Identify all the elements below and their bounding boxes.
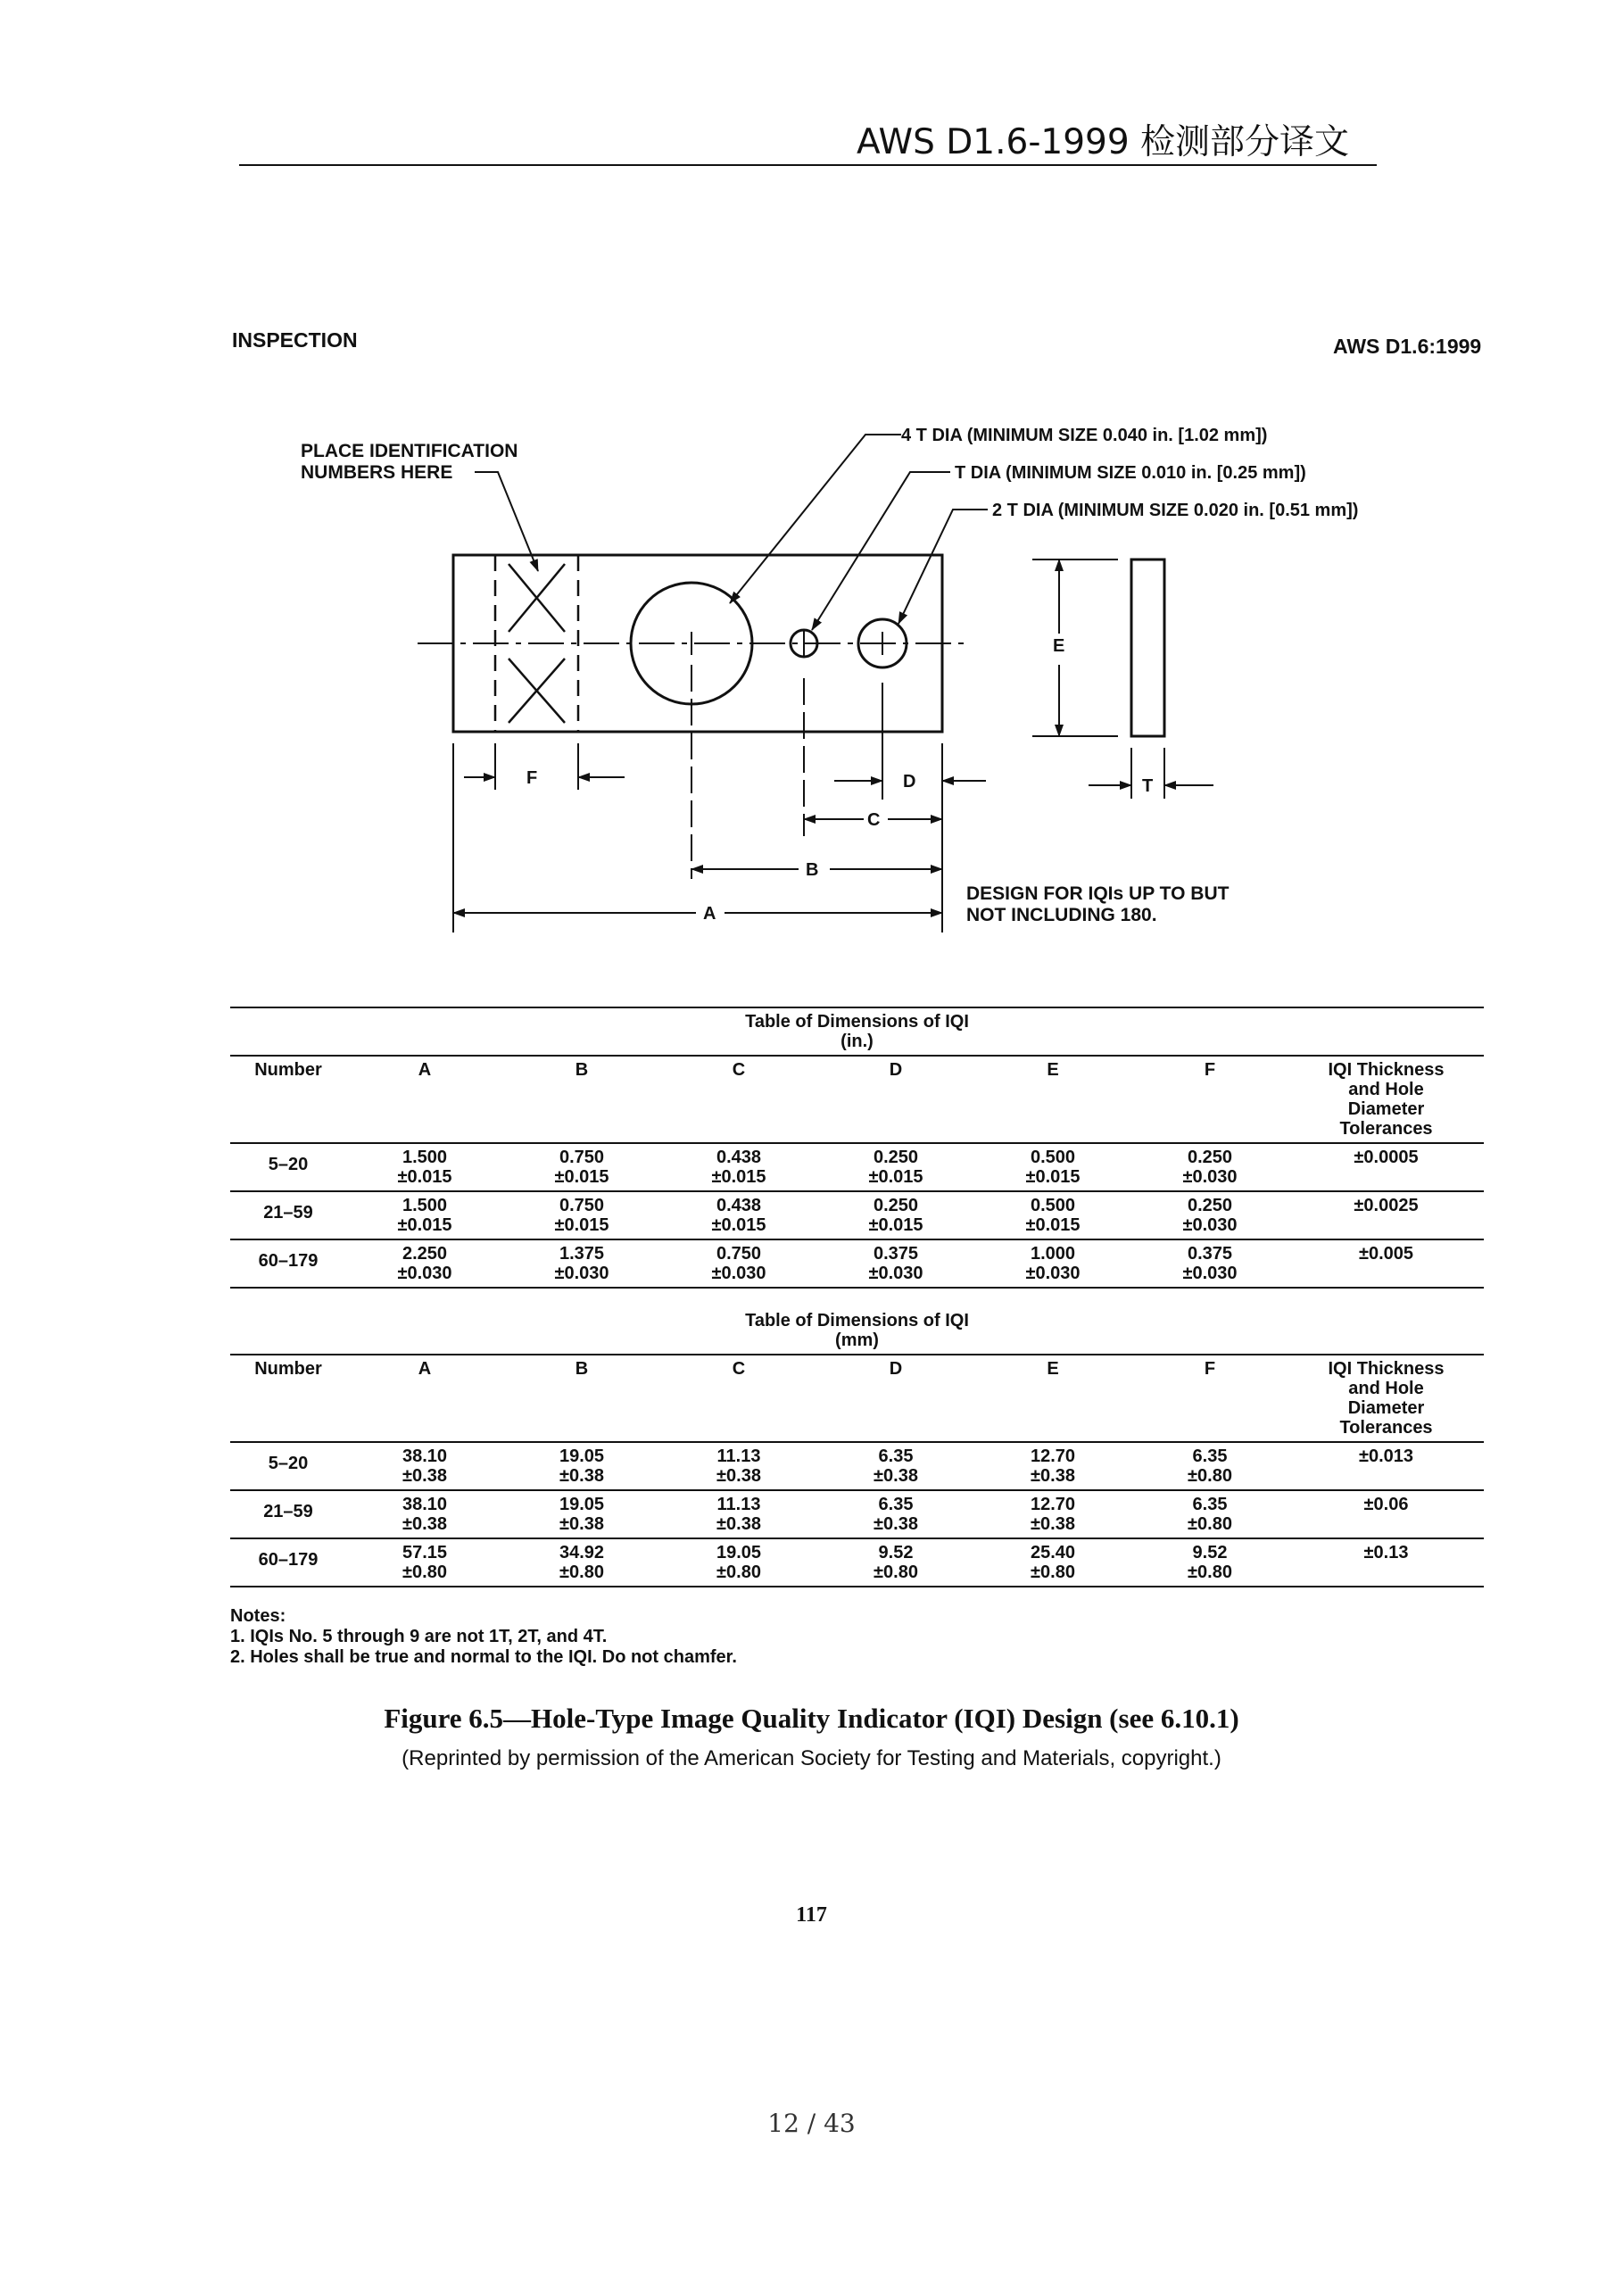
leader-1t xyxy=(812,472,950,630)
figure-subtitle: (Reprinted by permission of the American Society for Testing and Materials, copyright.) xyxy=(402,1746,1221,1770)
col-header: E xyxy=(974,1056,1131,1143)
design-note-line1: DESIGN FOR IQIs UP TO BUT xyxy=(966,883,1230,904)
col-header: B xyxy=(503,1056,660,1143)
table-caption: Table of Dimensions of IQI (in.) xyxy=(230,1007,1484,1056)
col-header: C xyxy=(660,1355,817,1442)
notes-title: Notes: xyxy=(230,1606,286,1626)
col-header: B xyxy=(503,1355,660,1442)
iqi-dimensions-table-in xyxy=(230,1007,1484,1289)
col-header: D xyxy=(817,1056,974,1143)
col-header-tolerances: IQI Thickness and Hole Diameter Tolerances xyxy=(1288,1355,1484,1442)
col-header: E xyxy=(974,1355,1131,1442)
col-header-tolerances: IQI Thickness and Hole Diameter Tolerances xyxy=(1288,1056,1484,1143)
iqi-drawing xyxy=(0,0,1623,982)
dim-e-label: E xyxy=(1053,636,1065,656)
note-item: 1. IQIs No. 5 through 9 are not 1T, 2T, and 4T. xyxy=(230,1627,608,1646)
hole-label-2t: 2 T DIA (MINIMUM SIZE 0.020 in. [0.51 mm]) xyxy=(992,501,1359,520)
table-caption: Table of Dimensions of IQI (mm) xyxy=(230,1307,1484,1355)
col-header: D xyxy=(817,1355,974,1442)
document-header-title: AWS D1.6-1999 检测部分译文 xyxy=(857,122,1350,162)
standard-label: AWS D1.6:1999 xyxy=(1333,335,1482,358)
table-header-row xyxy=(230,1355,1484,1442)
figure-notes xyxy=(230,1606,737,1668)
section-label: INSPECTION xyxy=(232,328,358,352)
col-header: C xyxy=(660,1056,817,1143)
note-item: 2. Holes shall be true and normal to the IQI. Do not chamfer. xyxy=(230,1647,737,1667)
table-row: 5–20 1.500 ±0.015 0.750 ±0.015 0.438 ±0.015 0.250 ±0.015 0.500 ±0.015 0.250 ±0.030 ±0.0005 xyxy=(230,1143,1484,1191)
dim-t-label: T xyxy=(1142,776,1154,796)
table-header-row xyxy=(230,1056,1484,1143)
id-label-line1: PLACE IDENTIFICATION xyxy=(301,441,518,461)
dim-b-label: B xyxy=(806,860,819,880)
leader-4t xyxy=(730,435,901,603)
table-row: 60–179 2.250 ±0.030 1.375 ±0.030 0.750 ±0.030 0.375 ±0.030 1.000 ±0.030 0.375 ±0.030 ±0.005 xyxy=(230,1239,1484,1288)
hole-label-4t: 4 T DIA (MINIMUM SIZE 0.040 in. [1.02 mm]) xyxy=(901,426,1268,445)
col-header: A xyxy=(346,1355,503,1442)
figure-title: Figure 6.5—Hole-Type Image Quality Indicator (IQI) Design (see 6.10.1) xyxy=(384,1703,1239,1734)
table-row: 60–179 57.15 ±0.80 34.92 ±0.80 19.05 ±0.80 9.52 ±0.80 25.40 ±0.80 9.52 ±0.80 ±0.13 xyxy=(230,1538,1484,1587)
design-note-line2: NOT INCLUDING 180. xyxy=(966,905,1157,925)
col-header: Number xyxy=(230,1355,346,1442)
id-label-line2: NUMBERS HERE xyxy=(301,462,453,483)
col-header: A xyxy=(346,1056,503,1143)
col-header: F xyxy=(1131,1056,1288,1143)
dim-f-label: F xyxy=(526,768,538,788)
dim-d-label: D xyxy=(903,772,916,792)
hole-label-1t: T DIA (MINIMUM SIZE 0.010 in. [0.25 mm]) xyxy=(955,463,1306,483)
page-number: 117 xyxy=(796,1903,827,1927)
col-header: F xyxy=(1131,1355,1288,1442)
table-row: 5–20 38.10 ±0.38 19.05 ±0.38 11.13 ±0.38 6.35 ±0.38 12.70 ±0.38 6.35 ±0.80 ±0.013 xyxy=(230,1442,1484,1490)
dim-a-label: A xyxy=(703,904,716,924)
col-header: Number xyxy=(230,1056,346,1143)
iqi-side-view xyxy=(1131,559,1164,736)
page-count: 12 / 43 xyxy=(767,2109,856,2138)
iqi-dimensions-table-mm xyxy=(230,1307,1484,1587)
table-row: 21–59 38.10 ±0.38 19.05 ±0.38 11.13 ±0.38 6.35 ±0.38 12.70 ±0.38 6.35 ±0.80 ±0.06 xyxy=(230,1490,1484,1538)
table-row: 21–59 1.500 ±0.015 0.750 ±0.015 0.438 ±0.015 0.250 ±0.015 0.500 ±0.015 0.250 ±0.030 ±0.0025 xyxy=(230,1191,1484,1239)
dim-c-label: C xyxy=(867,810,881,830)
